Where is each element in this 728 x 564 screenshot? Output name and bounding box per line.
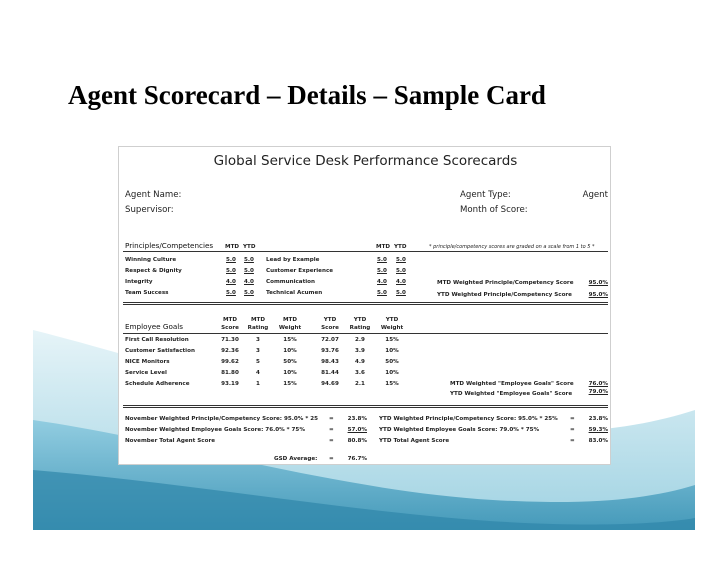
principle-mtd: 4.0	[377, 279, 387, 285]
goals-ytd-weighted-label: YTD Weighted "Employee Goals" Score	[450, 391, 573, 397]
principle-name: Team Success	[125, 290, 169, 296]
goal-cell: 10%	[283, 348, 297, 354]
principles-mtd-head: MTD	[225, 244, 240, 250]
goals-heading: Employee Goals	[125, 322, 183, 331]
goals-col-head-top: MTD	[282, 317, 298, 323]
principle-ytd: 5.0	[396, 268, 406, 274]
gsd-average-eq: =	[329, 456, 334, 462]
total-label: November Weighted Principle/Competency Score: 95.0% * 25	[125, 416, 319, 422]
total-label: YTD Weighted Employee Goals Score: 79.0% * 75%	[379, 427, 540, 433]
goal-cell: 81.44	[321, 370, 339, 376]
gsd-average-label: GSD Average:	[274, 456, 318, 462]
goal-name: NICE Monitors	[125, 359, 170, 365]
goals-col-head-bottom: Weight	[278, 325, 302, 331]
principle-ytd: 4.0	[244, 279, 254, 285]
supervisor-label: Supervisor:	[125, 205, 174, 215]
goal-cell: 99.62	[221, 359, 239, 365]
goal-name: Service Level	[125, 370, 167, 376]
agent-type-value: Agent	[582, 190, 608, 200]
total-label: YTD Weighted Principle/Competency Score: 95.0% * 25%	[379, 416, 558, 422]
goal-cell: 98.43	[321, 359, 339, 365]
principles-heading: Principles/Competencies	[125, 241, 214, 250]
goals-ytd-weighted-value: 79.0%	[588, 389, 608, 395]
goal-cell: 15%	[385, 381, 399, 387]
gsd-average-value: 76.7%	[347, 456, 367, 462]
goal-cell: 2.1	[355, 381, 365, 387]
goal-cell: 50%	[283, 359, 297, 365]
goals-col-head-top: YTD	[385, 317, 399, 323]
principle-ytd: 5.0	[396, 290, 406, 296]
total-eq: =	[570, 438, 575, 444]
total-value: 23.8%	[347, 416, 367, 422]
goals-rule	[123, 333, 608, 334]
principle-ytd: 5.0	[244, 268, 254, 274]
goal-cell: 81.80	[221, 370, 239, 376]
goal-cell: 1	[256, 381, 260, 387]
total-label: November Total Agent Score	[125, 438, 215, 444]
goal-cell: 15%	[283, 381, 297, 387]
principle-mtd: 5.0	[226, 290, 236, 296]
goals-col-head-bottom: Score	[221, 325, 239, 331]
goal-cell: 50%	[385, 359, 399, 365]
total-label: November Weighted Employee Goals Score: 76.0% * 75%	[125, 427, 305, 433]
goals-mtd-weighted-value: 76.0%	[588, 381, 608, 387]
principle-ytd: 4.0	[396, 279, 406, 285]
principle-ytd: 5.0	[244, 257, 254, 263]
total-label: YTD Total Agent Score	[379, 438, 450, 444]
principle-ytd: 5.0	[396, 257, 406, 263]
total-eq: =	[570, 416, 575, 422]
principle-name: Lead by Example	[266, 257, 320, 263]
total-eq: =	[570, 427, 575, 433]
principle-mtd: 5.0	[377, 268, 387, 274]
goals-col-head-top: MTD	[222, 317, 238, 323]
section-divider	[123, 302, 608, 305]
goal-cell: 94.69	[321, 381, 339, 387]
principles-mtd-head-2: MTD	[376, 244, 391, 250]
goal-cell: 10%	[385, 370, 399, 376]
goals-col-head-top: YTD	[323, 317, 337, 323]
principles-ytd-head: YTD	[243, 244, 256, 250]
principles-rule	[123, 251, 608, 252]
agent-name-label: Agent Name:	[125, 190, 182, 200]
goal-cell: 93.19	[221, 381, 239, 387]
principles-ytd-weighted-value: 95.0%	[588, 292, 608, 298]
principle-name: Respect & Dignity	[125, 268, 182, 274]
principle-ytd: 5.0	[244, 290, 254, 296]
goals-col-head-bottom: Rating	[349, 325, 371, 331]
total-eq: =	[329, 438, 334, 444]
principle-mtd: 5.0	[377, 290, 387, 296]
goal-cell: 5	[256, 359, 260, 365]
principle-name: Customer Experience	[266, 268, 334, 274]
scorecard	[118, 146, 611, 465]
goal-cell: 71.30	[221, 337, 239, 343]
goal-cell: 3.9	[355, 348, 365, 354]
principle-name: Technical Acumen	[266, 290, 323, 296]
principles-note: * principle/competency scores are graded on a scale from 1 to 5 *	[429, 244, 595, 250]
goal-cell: 93.76	[321, 348, 339, 354]
goal-cell: 10%	[385, 348, 399, 354]
principle-mtd: 5.0	[226, 268, 236, 274]
total-value: 83.0%	[588, 438, 608, 444]
goal-cell: 92.36	[221, 348, 239, 354]
goal-cell: 2.9	[355, 337, 365, 343]
total-value: 57.0%	[347, 427, 367, 433]
goal-name: Schedule Adherence	[125, 381, 190, 387]
goal-cell: 3	[256, 337, 260, 343]
principles-ytd-head-2: YTD	[394, 244, 407, 250]
agent-type-label: Agent Type:	[460, 190, 511, 200]
total-eq: =	[329, 416, 334, 422]
goal-name: Customer Satisfaction	[125, 348, 195, 354]
principle-name: Winning Culture	[125, 257, 177, 263]
goal-cell: 3	[256, 348, 260, 354]
principle-mtd: 4.0	[226, 279, 236, 285]
goals-col-head-bottom: Rating	[247, 325, 269, 331]
goals-col-head-top: MTD	[250, 317, 266, 323]
total-value: 23.8%	[588, 416, 608, 422]
principles-ytd-weighted-label: YTD Weighted Principle/Competency Score	[437, 292, 572, 298]
goal-name: First Call Resolution	[125, 337, 189, 343]
goals-mtd-weighted-label: MTD Weighted "Employee Goals" Score	[450, 381, 574, 387]
total-value: 80.8%	[347, 438, 367, 444]
goals-col-head-top: YTD	[353, 317, 367, 323]
goal-cell: 15%	[283, 337, 297, 343]
section-divider	[123, 405, 608, 408]
principle-mtd: 5.0	[377, 257, 387, 263]
goal-cell: 4.9	[355, 359, 365, 365]
slide-title: Agent Scorecard – Details – Sample Card	[68, 80, 546, 110]
principles-mtd-weighted-value: 95.0%	[588, 280, 608, 286]
total-eq: =	[329, 427, 334, 433]
principle-name: Integrity	[125, 279, 153, 285]
goal-cell: 4	[256, 370, 260, 376]
goal-cell: 72.07	[321, 337, 339, 343]
principle-mtd: 5.0	[226, 257, 236, 263]
card-title: Global Service Desk Performance Scorecards	[213, 153, 518, 169]
month-label: Month of Score:	[460, 205, 528, 215]
goal-cell: 3.6	[355, 370, 365, 376]
goals-col-head-bottom: Score	[321, 325, 339, 331]
goal-cell: 10%	[283, 370, 297, 376]
total-value: 59.3%	[588, 427, 608, 433]
principles-mtd-weighted-label: MTD Weighted Principle/Competency Score	[437, 280, 574, 286]
goals-col-head-bottom: Weight	[380, 325, 404, 331]
principle-name: Communication	[266, 279, 315, 285]
goal-cell: 15%	[385, 337, 399, 343]
